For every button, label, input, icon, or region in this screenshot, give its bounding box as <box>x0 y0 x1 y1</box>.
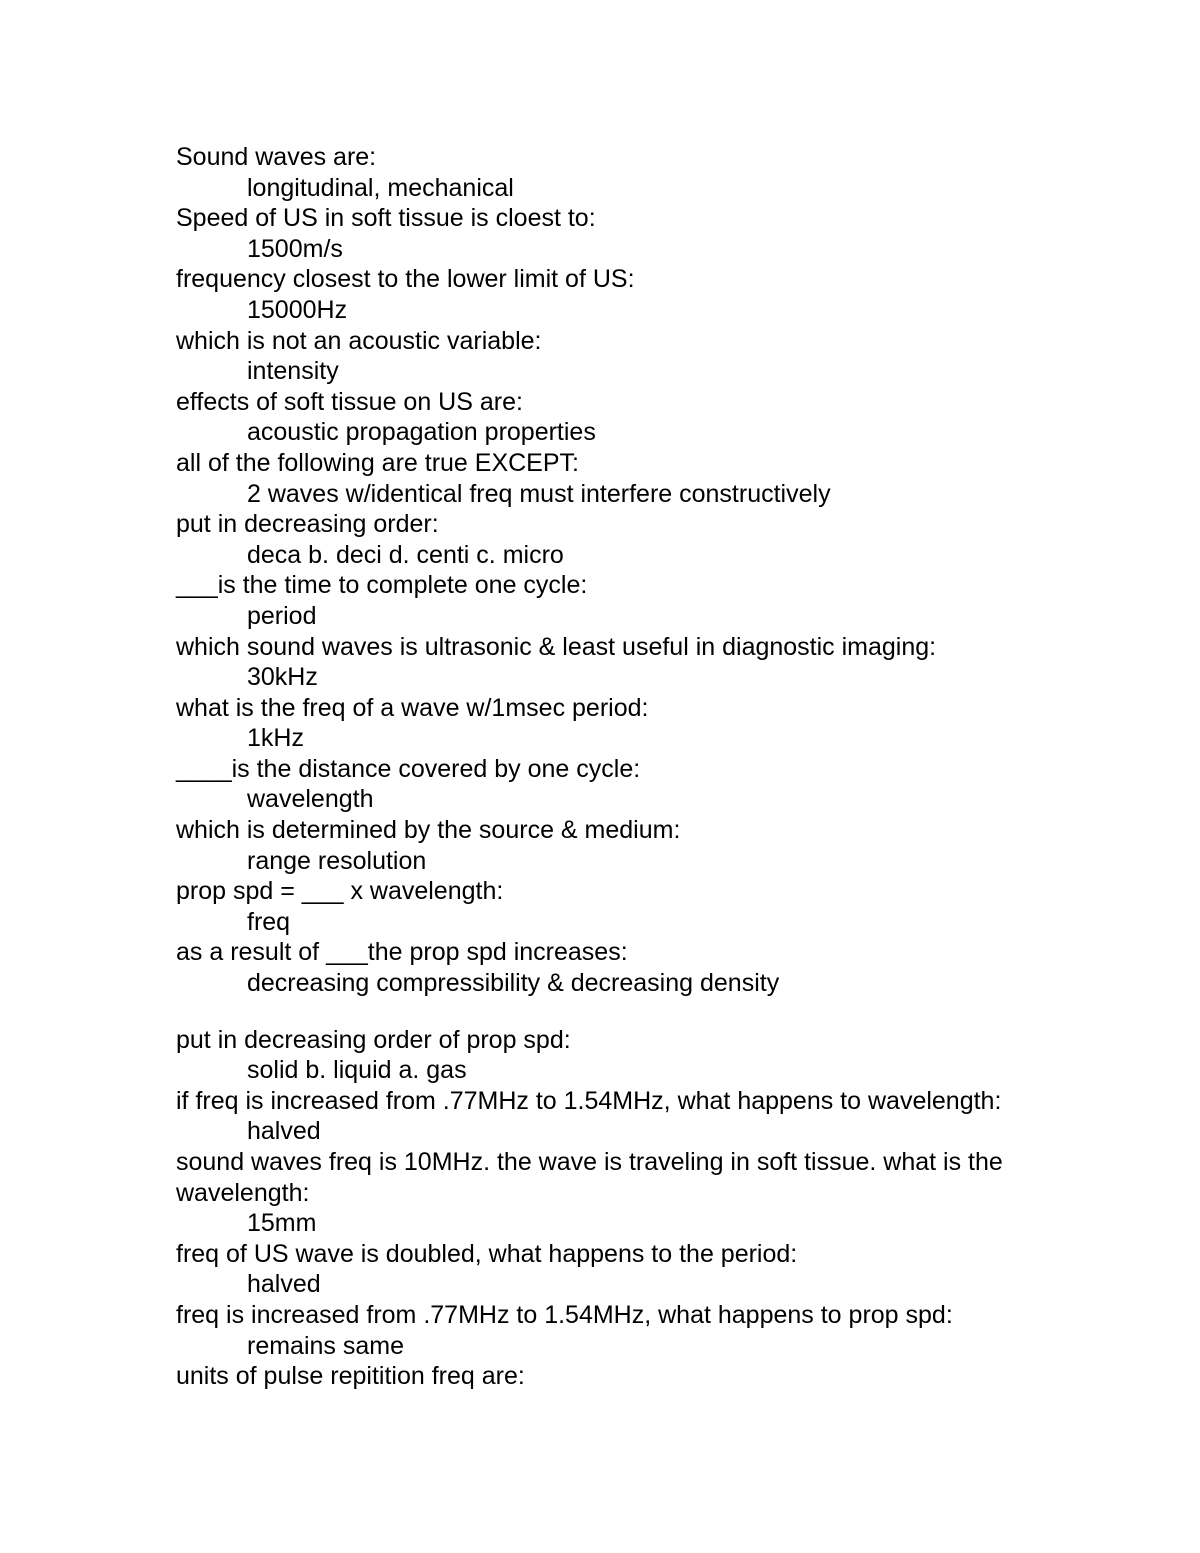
answer-text: freq <box>247 907 291 936</box>
answer-text: solid b. liquid a. gas <box>247 1056 467 1085</box>
answer-text: remains same <box>247 1331 404 1360</box>
answer-text: 1kHz <box>247 724 304 753</box>
question-text: ____is the distance covered by one cycle: <box>176 754 641 783</box>
question-text: what is the freq of a wave w/1msec period: <box>176 693 649 722</box>
answer-text: 15000Hz <box>247 295 348 324</box>
question-text: freq is increased from .77MHz to 1.54MHz, what happens to prop spd: <box>176 1300 953 1329</box>
answer-text: 1500m/s <box>247 234 343 263</box>
answer-text: longitudinal, mechanical <box>247 173 514 202</box>
answer-text: period <box>247 601 317 630</box>
question-text: sound waves freq is 10MHz. the wave is traveling in soft tissue. what is the wavelength: <box>176 1148 1003 1207</box>
question-text: put in decreasing order: <box>176 510 439 539</box>
question-text: freq of US wave is doubled, what happens to the period: <box>176 1239 798 1268</box>
paragraph-gap <box>176 999 1076 1025</box>
question-text: ___is the time to complete one cycle: <box>176 571 588 600</box>
question-text: prop spd = ___ x wavelength: <box>176 877 504 906</box>
question-text: units of pulse repitition freq are: <box>176 1362 525 1391</box>
answer-text: wavelength <box>247 785 374 814</box>
answer-text: 2 waves w/identical freq must interfere constructively <box>247 479 831 508</box>
question-text: Sound waves are: <box>176 143 377 171</box>
question-text: frequency closest to the lower limit of US: <box>176 265 635 294</box>
question-text: which sound waves is ultrasonic & least useful in diagnostic imaging: <box>176 632 937 661</box>
question-text: Speed of US in soft tissue is cloest to: <box>176 204 596 233</box>
answer-text: halved <box>247 1270 321 1299</box>
question-text: as a result of ___the prop spd increases: <box>176 938 628 967</box>
answer-text: halved <box>247 1117 321 1146</box>
answer-text: 15mm <box>247 1209 317 1238</box>
answer-text: range resolution <box>247 846 427 875</box>
document-body <box>176 142 1076 1392</box>
question-text: all of the following are true EXCEPT: <box>176 448 579 477</box>
question-text: put in decreasing order of prop spd: <box>176 1025 571 1054</box>
question-text: which is determined by the source & medium: <box>176 816 681 845</box>
question-text: if freq is increased from .77MHz to 1.54MHz, what happens to wavelength: <box>176 1086 1002 1115</box>
answer-text: acoustic propagation properties <box>247 418 596 447</box>
answer-text: decreasing compressibility & decreasing density <box>247 969 780 998</box>
question-text: which is not an acoustic variable: <box>176 326 542 355</box>
question-text: effects of soft tissue on US are: <box>176 387 523 416</box>
answer-text: intensity <box>247 357 339 386</box>
answer-text: 30kHz <box>247 663 318 692</box>
answer-text: deca b. deci d. centi c. micro <box>247 540 564 569</box>
